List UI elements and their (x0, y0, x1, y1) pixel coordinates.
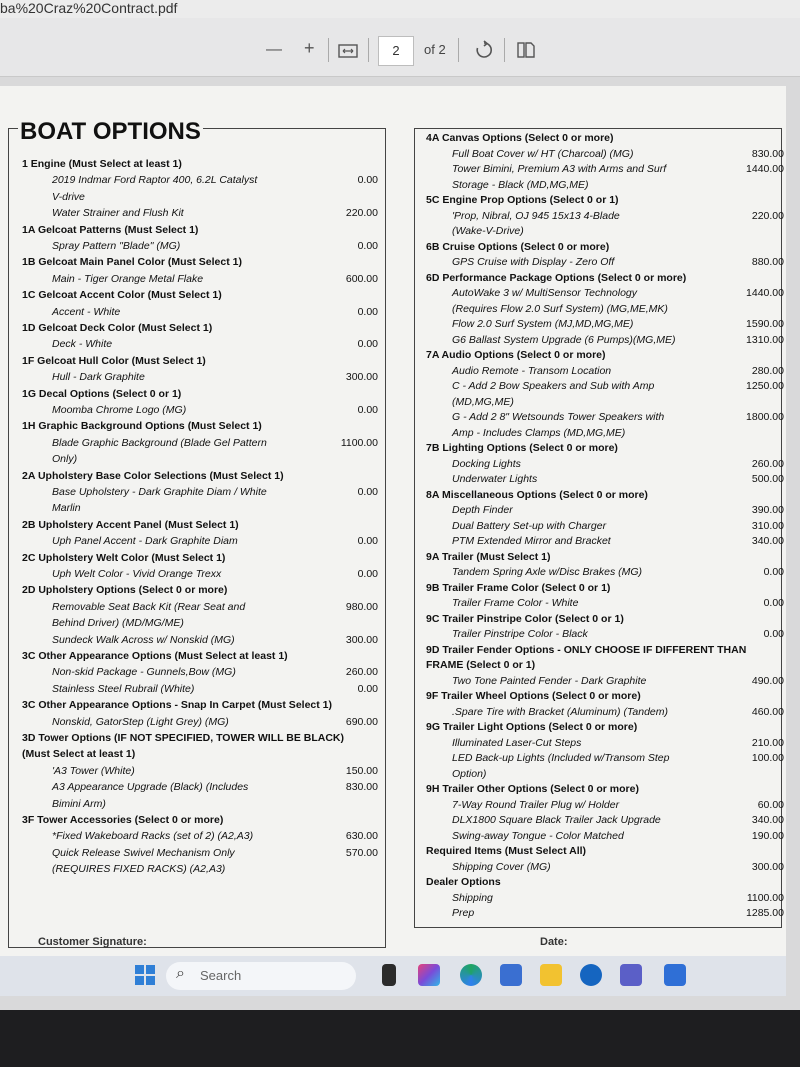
option-line-item: A3 Appearance Upgrade (Black) (Includes (52, 781, 249, 794)
window-title: ba%20Craz%20Contract.pdf (0, 0, 178, 16)
pdf-toolbar (0, 18, 800, 77)
option-section-header: 1A Gelcoat Patterns (Must Select 1) (22, 223, 199, 236)
option-line-item: GPS Cruise with Display - Zero Off (452, 256, 615, 268)
option-line-item: Shipping Cover (MG) (452, 860, 551, 873)
option-section-header: 2D Upholstery Options (Select 0 or more) (22, 584, 228, 597)
option-line-item: Depth Finder (452, 504, 513, 516)
option-section-header: 3C Other Appearance Options - Snap In Carpet (Must Select 1) (22, 699, 333, 712)
store-icon[interactable] (500, 964, 522, 986)
option-price: 100.00 (751, 752, 784, 764)
option-line-item: Bimini Arm) (52, 797, 106, 810)
option-line-item: Sundeck Walk Across w/ Nonskid (MG) (52, 633, 235, 646)
page-title: BOAT OPTIONS (20, 118, 201, 145)
edge-browser-icon[interactable] (460, 964, 482, 986)
option-price: 980.00 (345, 600, 378, 613)
option-price: 0.00 (357, 682, 378, 695)
option-price: 260.00 (751, 457, 784, 470)
option-price: 1800.00 (746, 411, 784, 423)
option-line-item: Main - Tiger Orange Metal Flake (52, 272, 204, 285)
option-section-header: 6B Cruise Options (Select 0 or more) (426, 240, 610, 253)
option-price: 340.00 (751, 535, 784, 547)
option-section-header: 9A Trailer (Must Select 1) (426, 550, 551, 563)
option-price: 0.00 (357, 338, 378, 351)
option-line-item: *Fixed Wakeboard Racks (set of 2) (A2,A3) (52, 830, 254, 843)
toolbar-divider (368, 38, 369, 62)
toolbar-divider (458, 38, 459, 62)
option-line-item: (MD,MG,ME) (452, 395, 514, 408)
task-view-icon[interactable] (382, 964, 396, 986)
option-line-item: Illuminated Laser-Cut Steps (452, 736, 582, 749)
option-section-header: 1D Gelcoat Deck Color (Must Select 1) (22, 322, 213, 334)
option-section-header: (Must Select at least 1) (22, 748, 136, 761)
option-line-item: Shipping (452, 891, 493, 904)
option-line-item: DLX1800 Square Black Trailer Jack Upgrade (452, 814, 661, 826)
option-line-item: Amp - Includes Clamps (MD,MG,ME) (452, 426, 626, 439)
option-section-header: 1C Gelcoat Accent Color (Must Select 1) (22, 289, 222, 302)
copilot-icon[interactable] (418, 964, 440, 986)
option-price: 300.00 (345, 633, 378, 646)
option-price: 220.00 (751, 209, 784, 222)
option-line-item: G6 Ballast System Upgrade (6 Pumps)(MG,ME) (452, 333, 676, 346)
option-line-item: C - Add 2 Bow Speakers and Sub with Amp (452, 380, 655, 392)
option-line-item: Dual Battery Set-up with Charger (452, 519, 607, 532)
option-section-header: 3D Tower Options (IF NOT SPECIFIED, TOWER WILL BE BLACK) (22, 732, 344, 744)
option-line-item: Spray Pattern "Blade" (MG) (52, 240, 181, 252)
option-line-item: Hull - Dark Graphite (52, 371, 145, 384)
option-line-item: 'Prop, Nibral, OJ 945 15x13 4-Blade (452, 209, 620, 222)
option-price: 0.00 (357, 568, 378, 580)
option-section-header: 9D Trailer Fender Options - ONLY CHOOSE IF DIFFERENT THAN (426, 643, 747, 656)
option-price: 190.00 (751, 829, 784, 842)
option-price: 280.00 (751, 364, 784, 377)
option-price: 1250.00 (746, 380, 784, 392)
option-price: 390.00 (751, 504, 784, 516)
option-price: 0.00 (763, 566, 784, 578)
option-section-header: 2A Upholstery Base Color Selections (Must Select 1) (22, 469, 284, 482)
option-line-item: Uph Welt Color - Vivid Orange Trexx (52, 568, 222, 580)
option-price: 0.00 (763, 628, 784, 640)
option-line-item: Behind Driver) (MD/MG/ME) (52, 617, 184, 630)
teams-icon[interactable] (620, 964, 642, 986)
option-section-header: 4A Canvas Options (Select 0 or more) (426, 132, 614, 144)
option-price: 340.00 (751, 814, 784, 826)
option-line-item: Prep (452, 907, 475, 919)
option-price: 0.00 (357, 174, 378, 187)
option-price: 570.00 (345, 846, 378, 859)
option-section-header: 3C Other Appearance Options (Must Select at least 1) (22, 650, 288, 662)
option-line-item: Nonskid, GatorStep (Light Grey) (MG) (52, 715, 229, 728)
option-section-header: 3F Tower Accessories (Select 0 or more) (22, 814, 224, 826)
title-bar (0, 0, 800, 18)
option-line-item: LED Back-up Lights (Included w/Transom Step (452, 752, 670, 764)
taskbar-search[interactable] (166, 962, 356, 990)
option-line-item: Two Tone Painted Fender - Dark Graphite (452, 674, 647, 687)
pdf-page (0, 86, 786, 956)
option-price: 300.00 (751, 860, 784, 873)
option-section-header: 2C Upholstery Welt Color (Must Select 1) (22, 551, 226, 564)
option-price: 460.00 (751, 705, 784, 718)
option-price: 880.00 (751, 256, 784, 268)
option-line-item: .Spare Tire with Bracket (Aluminum) (Tandem) (452, 705, 669, 718)
rotate-icon[interactable] (474, 40, 494, 60)
option-section-header: Dealer Options (426, 876, 501, 888)
windows-start-icon[interactable] (134, 964, 156, 986)
option-section-header: 1H Graphic Background Options (Must Select 1) (22, 420, 262, 433)
option-section-header: 9F Trailer Wheel Options (Select 0 or more) (426, 690, 641, 702)
zoom-in-button[interactable]: + (304, 38, 315, 58)
option-price: 310.00 (751, 519, 784, 532)
option-line-item: Underwater Lights (452, 473, 538, 485)
option-line-item: Audio Remote - Transom Location (452, 364, 612, 377)
option-section-header: 7A Audio Options (Select 0 or more) (426, 349, 606, 361)
option-line-item: PTM Extended Mirror and Bracket (452, 535, 611, 547)
option-section-header: 6D Performance Package Options (Select 0 or more) (426, 271, 687, 284)
option-line-item: Water Strainer and Flush Kit (52, 207, 184, 220)
option-price: 0.00 (357, 404, 378, 416)
option-price: 0.00 (763, 597, 784, 609)
option-price: 150.00 (345, 764, 378, 777)
option-price: 220.00 (345, 207, 378, 220)
option-line-item: Only) (52, 453, 78, 466)
option-price: 1100.00 (340, 436, 378, 449)
option-price: 600.00 (345, 272, 378, 285)
option-section-header: 5C Engine Prop Options (Select 0 or 1) (426, 194, 619, 206)
option-section-header: 1F Gelcoat Hull Color (Must Select 1) (22, 354, 206, 367)
option-line-item: Blade Graphic Background (Blade Gel Pattern (52, 436, 267, 449)
option-line-item: Full Boat Cover w/ HT (Charcoal) (MG) (452, 147, 634, 160)
option-price: 490.00 (751, 674, 784, 687)
page-count: of 2 (424, 42, 446, 57)
file-explorer-icon[interactable] (540, 964, 562, 986)
option-section-header: 1B Gelcoat Main Panel Color (Must Select 1) (22, 256, 242, 269)
option-section-header: Required Items (Must Select All) (426, 845, 587, 857)
option-line-item: Flow 2.0 Surf System (MJ,MD,MG,ME) (452, 318, 634, 330)
toolbar-divider (504, 38, 505, 62)
option-line-item: 'A3 Tower (White) (52, 764, 135, 777)
date-label: Date: (540, 936, 568, 948)
option-section-header: FRAME (Select 0 or 1) (426, 659, 536, 671)
option-price: 1440.00 (746, 163, 784, 175)
option-line-item: Accent - White (52, 305, 121, 318)
option-section-header: 9C Trailer Pinstripe Color (Select 0 or 1) (426, 612, 624, 625)
taskbar (0, 956, 786, 996)
option-line-item: Trailer Pinstripe Color - Black (452, 628, 588, 640)
option-line-item: G - Add 2 8" Wetsounds Tower Speakers with (452, 411, 665, 423)
zoom-out-button[interactable]: — (266, 41, 282, 58)
option-line-item: Base Upholstery - Dark Graphite Diam / White (52, 486, 267, 498)
option-line-item: Storage - Black (MD,MG,ME) (452, 178, 589, 191)
option-section-header: 9B Trailer Frame Color (Select 0 or 1) (426, 581, 611, 594)
toolbar-divider (328, 38, 329, 62)
option-line-item: Stainless Steel Rubrail (White) (52, 682, 195, 695)
option-section-header: 8A Miscellaneous Options (Select 0 or more) (426, 488, 648, 501)
option-line-item: Non-skid Package - Gunnels,Bow (MG) (52, 666, 236, 679)
option-line-item: Tandem Spring Axle w/Disc Brakes (MG) (452, 566, 643, 578)
option-line-item: Docking Lights (452, 457, 521, 470)
option-section-header: 7B Lighting Options (Select 0 or more) (426, 442, 618, 454)
option-price: 1590.00 (746, 318, 784, 330)
option-line-item: Option) (452, 767, 487, 780)
search-icon: ⌕ (176, 965, 185, 982)
option-line-item: Quick Release Swivel Mechanism Only (52, 846, 235, 859)
option-line-item: Swing-away Tongue - Color Matched (452, 829, 624, 842)
option-price: 0.00 (357, 305, 378, 318)
page-number-input[interactable]: 2 (378, 36, 414, 66)
option-line-item: Removable Seat Back Kit (Rear Seat and (52, 600, 246, 613)
option-line-item: (Requires Flow 2.0 Surf System) (MG,ME,MK) (452, 302, 668, 315)
option-line-item: (Wake-V-Drive) (452, 225, 524, 237)
option-line-item: 2019 Indmar Ford Raptor 400, 6.2L Catalyst (52, 174, 258, 187)
option-line-item: Deck - White (52, 338, 113, 351)
option-line-item: Marlin (52, 502, 81, 515)
option-price: 1100.00 (746, 891, 784, 904)
option-price: 0.00 (357, 535, 378, 548)
option-section-header: 9H Trailer Other Options (Select 0 or more) (426, 783, 639, 795)
option-price: 630.00 (345, 830, 378, 843)
option-line-item: AutoWake 3 w/ MultiSensor Technology (452, 287, 638, 299)
option-line-item: Moomba Chrome Logo (MG) (52, 404, 187, 416)
option-line-item: Uph Panel Accent - Dark Graphite Diam (52, 535, 238, 548)
app-icon[interactable] (664, 964, 686, 986)
customer-signature-label: Customer Signature: (38, 936, 147, 948)
option-line-item: Trailer Frame Color - White (452, 597, 579, 609)
option-price: 60.00 (757, 798, 784, 811)
option-section-header: 2B Upholstery Accent Panel (Must Select 1) (22, 518, 239, 531)
option-section-header: 1 Engine (Must Select at least 1) (22, 158, 182, 170)
option-price: 0.00 (357, 240, 378, 252)
option-line-item: (REQUIRES FIXED RACKS) (A2,A3) (52, 863, 226, 876)
search-placeholder: Search (200, 968, 242, 983)
option-price: 0.00 (357, 486, 378, 498)
option-price: 830.00 (345, 781, 378, 794)
option-section-header: 1G Decal Options (Select 0 or 1) (22, 387, 182, 400)
option-price: 1310.00 (746, 333, 784, 346)
page-view-icon[interactable] (516, 40, 536, 60)
option-price: 300.00 (345, 371, 378, 384)
option-price: 500.00 (751, 473, 784, 485)
fit-width-icon[interactable] (338, 44, 358, 58)
option-price: 1440.00 (746, 287, 784, 299)
option-price: 830.00 (751, 147, 784, 160)
option-line-item: Tower Bimini, Premium A3 with Arms and Surf (452, 163, 667, 175)
option-section-header: 9G Trailer Light Options (Select 0 or more) (426, 721, 638, 733)
outlook-icon[interactable] (580, 964, 602, 986)
option-price: 210.00 (751, 736, 784, 749)
option-price: 1285.00 (746, 907, 784, 919)
option-price: 690.00 (345, 715, 378, 728)
option-line-item: V-drive (52, 190, 85, 203)
option-line-item: 7-Way Round Trailer Plug w/ Holder (452, 798, 620, 811)
option-price: 260.00 (345, 666, 378, 679)
